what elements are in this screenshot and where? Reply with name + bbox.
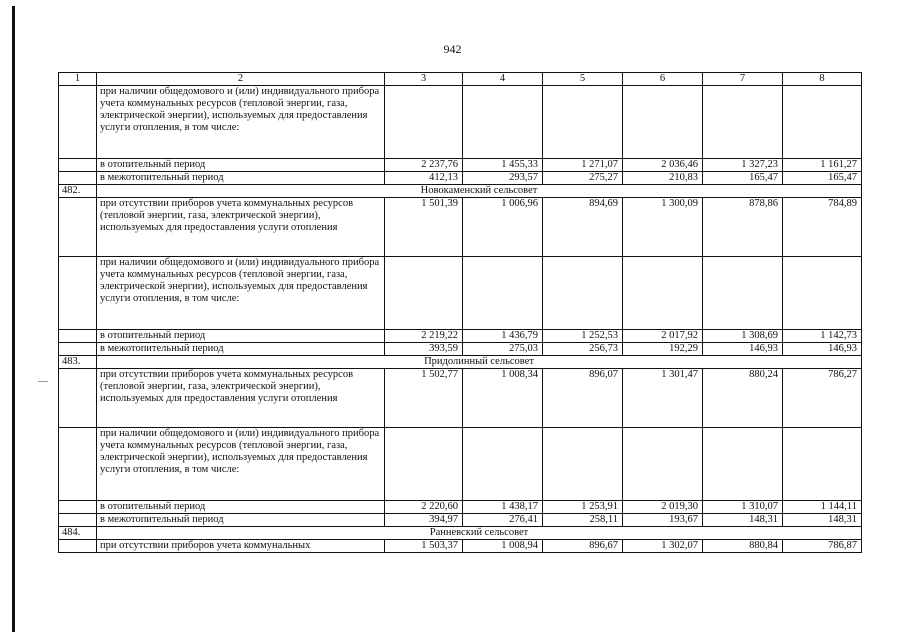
value-cell: 894,69: [543, 198, 623, 257]
value-cell: 1 501,39: [385, 198, 463, 257]
value-cell: 146,93: [703, 343, 783, 356]
value-cell: 2 019,30: [623, 501, 703, 514]
value-cell: 1 310,07: [703, 501, 783, 514]
row-label: при отсутствии приборов учета коммунальных ресурсов (тепловой энергии, газа, электрической энергии), используемых для предоставления услуги отопления: [97, 369, 385, 428]
column-number-row: [59, 73, 862, 86]
row-label: при отсутствии приборов учета коммунальных ресурсов (тепловой энергии, газа, электрической энергии), используемых для предоставления услуги отопления: [97, 198, 385, 257]
index-cell: [59, 159, 97, 172]
value-cell: 2 219,22: [385, 330, 463, 343]
value-cell: 2 036,46: [623, 159, 703, 172]
section-name: Придолинный сельсовет: [97, 356, 862, 369]
value-cell: 1 455,33: [463, 159, 543, 172]
value-cell: 896,67: [543, 540, 623, 553]
value-cell: 192,29: [623, 343, 703, 356]
section-index: 483.: [59, 356, 97, 369]
column-header: 7: [703, 73, 783, 86]
table-row-interheating-period: [59, 514, 862, 527]
row-label: в отопительный период: [97, 501, 385, 514]
value-cell: 393,59: [385, 343, 463, 356]
value-cell: 258,11: [543, 514, 623, 527]
index-cell: [59, 257, 97, 330]
index-cell: [59, 369, 97, 428]
table-row-heating-period: [59, 501, 862, 514]
value-cell: 878,86: [703, 198, 783, 257]
column-header: 6: [623, 73, 703, 86]
row-label: при наличии общедомового и (или) индивидуального прибора учета коммунальных ресурсов (тепловой энергии, газа, электрической энергии), используемых для предоставления услуги отопления, в том числе:: [97, 257, 385, 330]
column-header: 4: [463, 73, 543, 86]
tariff-table: [58, 72, 862, 553]
value-cell: 1 253,91: [543, 501, 623, 514]
value-cell: 1 252,53: [543, 330, 623, 343]
row-label: в межотопительный период: [97, 343, 385, 356]
value-cell: 165,47: [703, 172, 783, 185]
section-header-row: [59, 185, 862, 198]
value-cell: 275,27: [543, 172, 623, 185]
value-cell: 165,47: [783, 172, 862, 185]
value-cell: 1 502,77: [385, 369, 463, 428]
value-cell: 276,41: [463, 514, 543, 527]
margin-tick-mark: [38, 381, 48, 382]
value-cell: 880,84: [703, 540, 783, 553]
column-header: 8: [783, 73, 862, 86]
section-header-row: [59, 527, 862, 540]
row-label: в отопительный период: [97, 159, 385, 172]
value-cell: 2 220,60: [385, 501, 463, 514]
value-cell: 2 237,76: [385, 159, 463, 172]
index-cell: [59, 198, 97, 257]
value-cell: 1 436,79: [463, 330, 543, 343]
row-label: при отсутствии приборов учета коммунальных: [97, 540, 385, 553]
section-header-row: [59, 356, 862, 369]
table-row-heating-period: [59, 159, 862, 172]
index-cell: [59, 330, 97, 343]
row-label: в отопительный период: [97, 330, 385, 343]
value-cell: 786,87: [783, 540, 862, 553]
value-cell: 148,31: [783, 514, 862, 527]
row-label: при наличии общедомового и (или) индивидуального прибора учета коммунальных ресурсов (тепловой энергии, газа, электрической энергии), используемых для предоставления услуги отопления, в том числе:: [97, 428, 385, 501]
value-cell: 1 327,23: [703, 159, 783, 172]
table-row-no-meter: [59, 369, 862, 428]
binding-edge-mark: [12, 6, 15, 632]
table-row-interheating-period: [59, 343, 862, 356]
value-cell: 275,03: [463, 343, 543, 356]
value-cell: 1 300,09: [623, 198, 703, 257]
section-index: 484.: [59, 527, 97, 540]
value-cell: 784,89: [783, 198, 862, 257]
value-cell: 210,83: [623, 172, 703, 185]
column-header: 1: [59, 73, 97, 86]
value-cell: 1 008,94: [463, 540, 543, 553]
value-cell: 1 301,47: [623, 369, 703, 428]
value-cell: 786,27: [783, 369, 862, 428]
table-row-heating-period: [59, 330, 862, 343]
row-label: при наличии общедомового и (или) индивидуального прибора учета коммунальных ресурсов (тепловой энергии, газа, электрической энергии), используемых для предоставления услуги отопления, в том числе:: [97, 86, 385, 159]
value-cell: 412,13: [385, 172, 463, 185]
section-name: Ранневский сельсовет: [97, 527, 862, 540]
value-cell: 146,93: [783, 343, 862, 356]
table-row-shared-meter: [59, 428, 862, 501]
value-cell: 293,57: [463, 172, 543, 185]
table-row-no-meter: [59, 198, 862, 257]
section-index: 482.: [59, 185, 97, 198]
index-cell: [59, 343, 97, 356]
value-cell: 193,67: [623, 514, 703, 527]
table-row-interheating-period: [59, 172, 862, 185]
row-label: в межотопительный период: [97, 514, 385, 527]
index-cell: [59, 428, 97, 501]
index-cell: [59, 172, 97, 185]
page-number: 942: [443, 42, 462, 56]
value-cell: 148,31: [703, 514, 783, 527]
column-header: 2: [97, 73, 385, 86]
value-cell: 2 017,92: [623, 330, 703, 343]
value-cell: 1 503,37: [385, 540, 463, 553]
index-cell: [59, 540, 97, 553]
value-cell: 1 008,34: [463, 369, 543, 428]
index-cell: [59, 514, 97, 527]
column-header: 3: [385, 73, 463, 86]
section-name: Новокаменский сельсовет: [97, 185, 862, 198]
value-cell: 1 144,11: [783, 501, 862, 514]
value-cell: 1 161,27: [783, 159, 862, 172]
index-cell: [59, 501, 97, 514]
value-cell: 1 142,73: [783, 330, 862, 343]
value-cell: 1 302,07: [623, 540, 703, 553]
value-cell: 880,24: [703, 369, 783, 428]
table-row-no-meter: [59, 540, 862, 553]
value-cell: 1 271,07: [543, 159, 623, 172]
value-cell: 1 438,17: [463, 501, 543, 514]
row-label: в межотопительный период: [97, 172, 385, 185]
value-cell: 1 006,96: [463, 198, 543, 257]
value-cell: 1 308,69: [703, 330, 783, 343]
table-row-shared-meter: [59, 257, 862, 330]
value-cell: 256,73: [543, 343, 623, 356]
column-header: 5: [543, 73, 623, 86]
index-cell: [59, 86, 97, 159]
value-cell: 394,97: [385, 514, 463, 527]
value-cell: 896,07: [543, 369, 623, 428]
table-row-shared-meter: [59, 86, 862, 159]
